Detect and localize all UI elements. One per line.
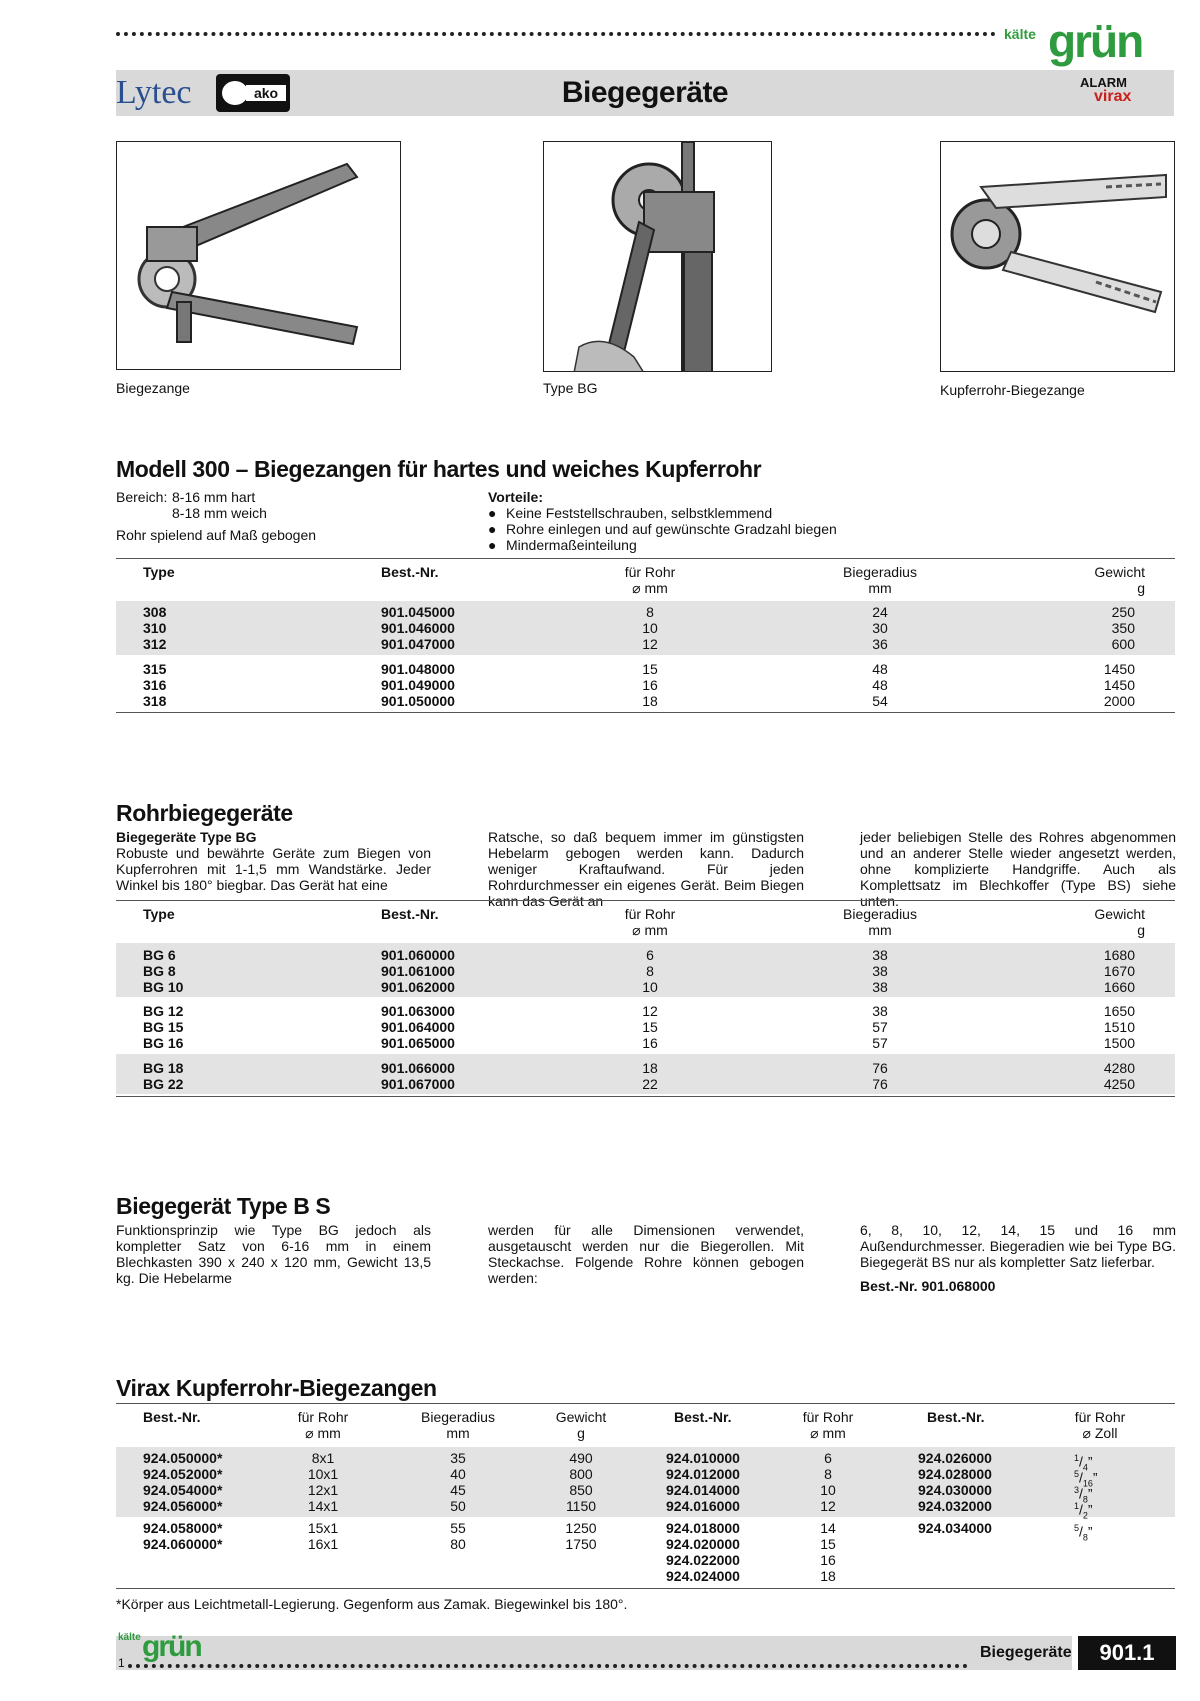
- cell-gewicht: 2000: [1103, 693, 1135, 709]
- cell-type: BG 10: [143, 979, 184, 995]
- cell-gewicht: 600: [1111, 636, 1135, 652]
- bg-table-top-rule: [116, 900, 1175, 901]
- cell-type: 312: [143, 636, 167, 652]
- cell-rohr: 22: [642, 1076, 658, 1092]
- cell-rohr: 14x1: [307, 1498, 339, 1514]
- unit-gewicht: g: [577, 1425, 585, 1441]
- cell-gewicht: 350: [1111, 620, 1135, 636]
- bg-table-bottom-rule: [116, 1096, 1175, 1097]
- footer-section-label: Biegegeräte: [980, 1644, 1072, 1661]
- bg-heading: Rohrbiegegeräte: [116, 800, 293, 826]
- cell-radius: 38: [872, 963, 888, 979]
- caption-type-bg: Type BG: [543, 380, 598, 396]
- unit-zoll: ⌀ Zoll: [1082, 1425, 1118, 1441]
- cell-best-nr: 901.063000: [381, 1003, 455, 1019]
- cell-type: BG 6: [143, 947, 176, 963]
- cell-best-nr: 901.067000: [381, 1076, 455, 1092]
- cell-rohr-2: 12: [820, 1498, 836, 1514]
- bs-heading: Biegegerät Type B S: [116, 1193, 331, 1219]
- dako-ring-icon: [222, 81, 248, 105]
- cell-best-nr-2: 924.022000: [666, 1552, 740, 1568]
- fraction-num: 3: [1074, 1485, 1080, 1495]
- fraction-den: 16: [1082, 1478, 1093, 1489]
- modell300-bereich-label: Bereich:: [116, 489, 168, 505]
- bg-subheading: Biegegeräte Type BG: [116, 829, 257, 845]
- cell-rohr: 16x1: [307, 1536, 339, 1552]
- unit-fur-rohr: ⌀ mm: [632, 580, 668, 596]
- cell-gewicht: 1250: [565, 1520, 597, 1536]
- cell-type: BG 15: [143, 1019, 184, 1035]
- cell-gewicht: 4250: [1103, 1076, 1135, 1092]
- cell-radius: 38: [872, 1003, 888, 1019]
- bs-order-number: Best.-Nr. 901.068000: [860, 1278, 996, 1294]
- bg-text-col2: Ratsche, so daß bequem immer im günstigsten Hebelarm gebogen werden kann. Dadurch weniger Kraftaufwand. Für jeden Rohrdurchmesser ein eigenes Gerät. Beim Biegen kann das Gerät an: [488, 829, 804, 909]
- cell-rohr-2: 10: [820, 1482, 836, 1498]
- cell-type: BG 12: [143, 1003, 184, 1019]
- cell-best-nr: 924.056000*: [143, 1498, 223, 1514]
- cell-best-nr: 901.066000: [381, 1060, 455, 1076]
- cell-rohr: 15: [642, 661, 658, 677]
- dako-logo-text: ako: [246, 85, 286, 101]
- footer-left-number: 1: [118, 1656, 125, 1670]
- alarm-logo: ALARM: [1080, 75, 1127, 90]
- fraction-num: 1: [1074, 1453, 1080, 1463]
- brand-grun-logo: grün: [1048, 15, 1143, 67]
- bs-text-col2: werden für alle Dimensionen verwendet, ausgetauscht werden nur die Biegerollen. Mit Steckachse. Folgende Rohre können gebogen werden:: [488, 1222, 804, 1286]
- col-fur-rohr: für Rohr: [624, 906, 676, 922]
- cell-rohr: 16: [642, 1035, 658, 1051]
- footer-dotted-rule: [128, 1664, 968, 1668]
- cell-best-nr: 901.048000: [381, 661, 455, 677]
- col-best-nr-2: Best.-Nr.: [674, 1409, 732, 1425]
- fraction-num: 5: [1074, 1523, 1080, 1533]
- cell-rohr-2: 14: [820, 1520, 836, 1536]
- col-fur-rohr: für Rohr: [297, 1409, 349, 1425]
- col-type: Type: [143, 906, 175, 922]
- cell-rohr: 8x1: [311, 1450, 335, 1466]
- cell-radius: 76: [872, 1076, 888, 1092]
- cell-best-nr-3: 924.026000: [918, 1450, 992, 1466]
- unit-gewicht: g: [1137, 580, 1145, 596]
- fraction-den: 8: [1082, 1494, 1088, 1505]
- col-best-nr-3: Best.-Nr.: [927, 1409, 985, 1425]
- cell-best-nr: 901.047000: [381, 636, 455, 652]
- modell300-table-top-rule: [116, 558, 1175, 559]
- cell-rohr: 6: [646, 947, 654, 963]
- cell-best-nr: 901.062000: [381, 979, 455, 995]
- cell-best-nr-3: 924.034000: [918, 1520, 992, 1536]
- virax-footnote: *Körper aus Leichtmetall-Legierung. Gegenform aus Zamak. Biegewinkel bis 180°.: [116, 1596, 628, 1612]
- caption-biegezange: Biegezange: [116, 380, 190, 396]
- cell-best-nr: 901.050000: [381, 693, 455, 709]
- cell-type: BG 16: [143, 1035, 184, 1051]
- cell-best-nr-3: 924.032000: [918, 1498, 992, 1514]
- col-best-nr: Best.-Nr.: [381, 906, 439, 922]
- image-type-bg: [543, 141, 772, 372]
- cell-radius: 54: [872, 693, 888, 709]
- cell-best-nr: 924.052000*: [143, 1466, 223, 1482]
- col-gewicht: Gewicht: [1094, 564, 1145, 580]
- cell-zoll: $^3/_8$”: [1074, 1485, 1093, 1505]
- cell-rohr: 10: [642, 620, 658, 636]
- col-gewicht: Gewicht: [555, 1409, 607, 1425]
- vorteile-title: Vorteile:: [488, 489, 543, 505]
- cell-best-nr-2: 924.020000: [666, 1536, 740, 1552]
- cell-best-nr-3: 924.028000: [918, 1466, 992, 1482]
- footer-brand-grun: grün: [142, 1630, 201, 1663]
- cell-radius: 38: [872, 979, 888, 995]
- cell-type: BG 18: [143, 1060, 184, 1076]
- footer-brand-kalte: kälte: [118, 1632, 141, 1643]
- fraction-num: 5: [1074, 1469, 1080, 1479]
- cell-radius: 57: [872, 1035, 888, 1051]
- cell-best-nr: 924.054000*: [143, 1482, 223, 1498]
- pipe-bender-pliers-icon: [117, 142, 401, 370]
- unit-biegeradius: mm: [446, 1425, 470, 1441]
- cell-rohr: 15x1: [307, 1520, 339, 1536]
- cell-best-nr: 924.050000*: [143, 1450, 223, 1466]
- dako-logo: [216, 74, 290, 112]
- cell-type: 316: [143, 677, 167, 693]
- cell-gewicht: 4280: [1103, 1060, 1135, 1076]
- header-dotted-rule: [116, 32, 996, 36]
- cell-type: 318: [143, 693, 167, 709]
- cell-gewicht: 1150: [565, 1498, 597, 1514]
- cell-best-nr-2: 924.012000: [666, 1466, 740, 1482]
- modell300-bereich-1: 8-16 mm hart: [172, 489, 256, 505]
- cell-rohr: 8: [646, 604, 654, 620]
- col-biegeradius: Biegeradius: [843, 906, 917, 922]
- cell-radius: 55: [450, 1520, 466, 1536]
- cell-radius: 50: [450, 1498, 466, 1514]
- cell-rohr: 12x1: [307, 1482, 339, 1498]
- cell-gewicht: 250: [1111, 604, 1135, 620]
- cell-best-nr: 901.064000: [381, 1019, 455, 1035]
- cell-radius: 80: [450, 1536, 466, 1552]
- caption-kupferrohr-biegezange: Kupferrohr-Biegezange: [940, 382, 1085, 398]
- virax-logo: virax: [1094, 88, 1132, 105]
- cell-gewicht: 1650: [1103, 1003, 1135, 1019]
- cell-rohr-2: 18: [820, 1568, 836, 1584]
- fraction-den: 4: [1082, 1462, 1088, 1473]
- cell-best-nr-2: 924.024000: [666, 1568, 740, 1584]
- vorteil-item: ● Mindermaßeinteilung: [488, 537, 637, 553]
- fraction-den: 8: [1082, 1532, 1088, 1543]
- cell-rohr: 15: [642, 1019, 658, 1035]
- cell-type: 308: [143, 604, 167, 620]
- cell-radius: 76: [872, 1060, 888, 1076]
- cell-best-nr: 901.046000: [381, 620, 455, 636]
- cell-radius: 30: [872, 620, 888, 636]
- cell-gewicht: 1680: [1103, 947, 1135, 963]
- cell-radius: 35: [450, 1450, 466, 1466]
- cell-zoll: $^1/_4$”: [1074, 1453, 1093, 1473]
- cell-best-nr-2: 924.014000: [666, 1482, 740, 1498]
- cell-type: 315: [143, 661, 167, 677]
- col-biegeradius: Biegeradius: [421, 1409, 495, 1425]
- bs-text-col1: Funktionsprinzip wie Type BG jedoch als kompletter Satz von 6-16 mm in einem Blechkasten 390 x 240 x 120 mm, Gewicht 13,5 kg. Die Hebelarme: [116, 1222, 431, 1286]
- cell-gewicht: 1750: [565, 1536, 597, 1552]
- unit-biegeradius: mm: [868, 580, 892, 596]
- cell-rohr-2: 15: [820, 1536, 836, 1552]
- cell-best-nr: 901.045000: [381, 604, 455, 620]
- lytec-logo: Lytec: [116, 74, 192, 111]
- cell-zoll: $^5/_8$”: [1074, 1523, 1093, 1543]
- unit-fur-rohr: ⌀ mm: [305, 1425, 341, 1441]
- cell-best-nr-3: 924.030000: [918, 1482, 992, 1498]
- cell-best-nr: 901.049000: [381, 677, 455, 693]
- cell-gewicht: 800: [569, 1466, 593, 1482]
- modell300-table-bottom-rule: [116, 712, 1175, 713]
- modell300-heading: Modell 300 – Biegezangen für hartes und weiches Kupferrohr: [116, 456, 762, 482]
- cell-gewicht: 490: [569, 1450, 593, 1466]
- cell-rohr: 10x1: [307, 1466, 339, 1482]
- vorteil-item: ● Rohre einlegen und auf gewünschte Gradzahl biegen: [488, 521, 837, 537]
- cell-gewicht: 1500: [1103, 1035, 1135, 1051]
- virax-table-top-rule: [116, 1403, 1175, 1404]
- virax-heading: Virax Kupferrohr-Biegezangen: [116, 1375, 437, 1401]
- cell-gewicht: 1450: [1103, 661, 1135, 677]
- col-best-nr: Best.-Nr.: [143, 1409, 201, 1425]
- cell-radius: 45: [450, 1482, 466, 1498]
- col-fur-rohr: für Rohr: [624, 564, 676, 580]
- cell-best-nr: 901.065000: [381, 1035, 455, 1051]
- cell-rohr: 16: [642, 677, 658, 693]
- unit-gewicht: g: [1137, 922, 1145, 938]
- cell-best-nr: 901.060000: [381, 947, 455, 963]
- image-biegezange: [116, 141, 401, 370]
- page-number: 901.1: [1078, 1636, 1176, 1670]
- cell-gewicht: 1450: [1103, 677, 1135, 693]
- fraction-den: 2: [1082, 1510, 1088, 1521]
- cell-best-nr-2: 924.018000: [666, 1520, 740, 1536]
- cell-rohr: 18: [642, 693, 658, 709]
- cell-rohr-2: 8: [824, 1466, 832, 1482]
- vorteil-item: ● Keine Feststellschrauben, selbstklemmend: [488, 505, 772, 521]
- cell-type: BG 22: [143, 1076, 184, 1092]
- col-fur-rohr-3: für Rohr: [1074, 1409, 1126, 1425]
- cell-radius: 36: [872, 636, 888, 652]
- cell-best-nr: 924.060000*: [143, 1536, 223, 1552]
- cell-gewicht: 1660: [1103, 979, 1135, 995]
- fraction-num: 1: [1074, 1501, 1080, 1511]
- cell-best-nr: 924.058000*: [143, 1520, 223, 1536]
- col-gewicht: Gewicht: [1094, 906, 1145, 922]
- image-kupferrohr-biegezange: [940, 141, 1175, 372]
- modell300-rohr-note: Rohr spielend auf Maß gebogen: [116, 527, 317, 543]
- cell-rohr-2: 6: [824, 1450, 832, 1466]
- cell-rohr: 10: [642, 979, 658, 995]
- col-biegeradius: Biegeradius: [843, 564, 917, 580]
- cell-radius: 40: [450, 1466, 466, 1482]
- bg-text-col1: Robuste und bewährte Geräte zum Biegen von Kupferrohren mit 1-1,5 mm Wandstärke. Jeder Winkel bis 180° biegbar. Das Gerät hat eine: [116, 845, 431, 893]
- copper-pipe-bender-icon: [941, 142, 1175, 372]
- cell-gewicht: 1510: [1103, 1019, 1135, 1035]
- bs-text-col3: 6, 8, 10, 12, 14, 15 und 16 mm Außendurchmesser. Biegeradien wie bei Type BG. Biegegerät BS nur als kompletter Satz lieferbar.: [860, 1222, 1176, 1270]
- cell-rohr: 18: [642, 1060, 658, 1076]
- cell-radius: 48: [872, 661, 888, 677]
- col-best-nr: Best.-Nr.: [381, 564, 439, 580]
- cell-radius: 38: [872, 947, 888, 963]
- cell-rohr-2: 16: [820, 1552, 836, 1568]
- cell-best-nr-2: 924.010000: [666, 1450, 740, 1466]
- cell-rohr: 12: [642, 1003, 658, 1019]
- cell-gewicht: 850: [569, 1482, 593, 1498]
- cell-radius: 24: [872, 604, 888, 620]
- col-type: Type: [143, 564, 175, 580]
- bg-text-col3: jeder beliebigen Stelle des Rohres abgenommen und an anderer Stelle wieder angesetzt werden, ohne komplizierte Handgriffe. Auch als Komplettsatz im Blechkoffer (Type BS) siehe unten.: [860, 829, 1176, 909]
- cell-radius: 48: [872, 677, 888, 693]
- cell-type: 310: [143, 620, 167, 636]
- cell-zoll: $^1/_2$”: [1074, 1501, 1093, 1521]
- cell-best-nr: 901.061000: [381, 963, 455, 979]
- bg-bender-icon: [544, 142, 772, 372]
- cell-rohr: 8: [646, 963, 654, 979]
- unit-fur-rohr: ⌀ mm: [632, 922, 668, 938]
- page-title: Biegegeräte: [561, 76, 729, 109]
- cell-zoll: $^5/_{16}$”: [1074, 1469, 1098, 1489]
- unit-fur-rohr-2: ⌀ mm: [810, 1425, 846, 1441]
- col-fur-rohr-2: für Rohr: [802, 1409, 854, 1425]
- cell-rohr: 12: [642, 636, 658, 652]
- cell-type: BG 8: [143, 963, 176, 979]
- cell-gewicht: 1670: [1103, 963, 1135, 979]
- cell-best-nr-2: 924.016000: [666, 1498, 740, 1514]
- unit-biegeradius: mm: [868, 922, 892, 938]
- cell-radius: 57: [872, 1019, 888, 1035]
- brand-kalte-label: kälte: [1004, 26, 1036, 42]
- modell300-bereich-2: 8-18 mm weich: [172, 505, 267, 521]
- virax-footnote-rule: [116, 1588, 1175, 1589]
